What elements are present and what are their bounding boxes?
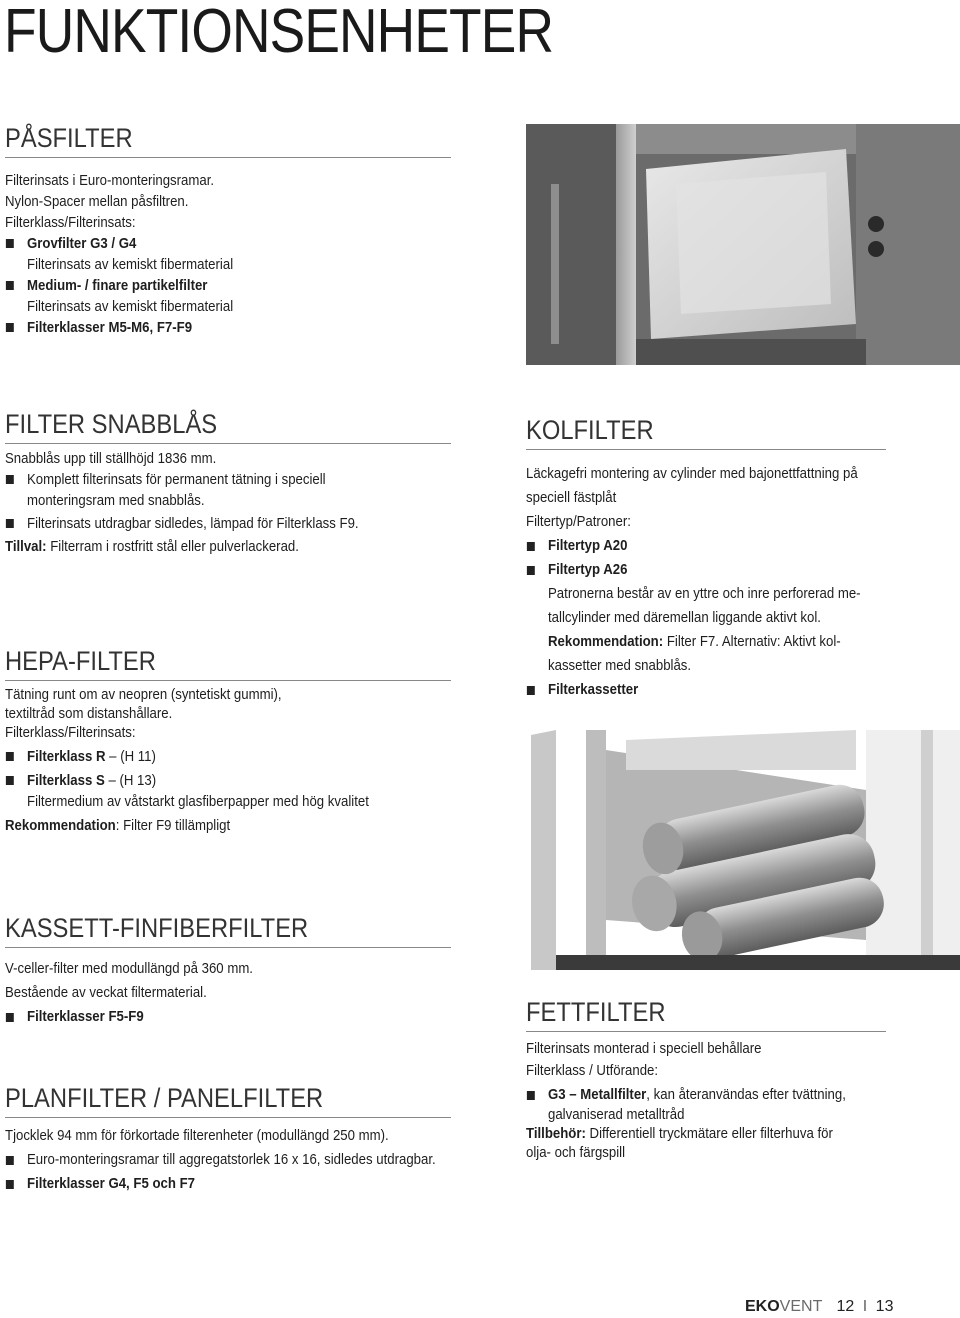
text-line: V-celler-filter med modullängd på 360 mm. bbox=[5, 960, 253, 977]
bullet-square-icon bbox=[6, 323, 14, 332]
text-line: Tätning runt om av neopren (syntetiskt gummi), bbox=[5, 686, 282, 703]
bullet-square-icon bbox=[6, 281, 14, 290]
bullet-item: Komplett filterinsats för permanent tätning i speciell bbox=[5, 469, 397, 490]
bullet-item: Filterklasser F5-F9 bbox=[5, 1005, 397, 1029]
text-line: Tjocklek 94 mm för förkortade filterenheter (modullängd 250 mm). bbox=[5, 1127, 389, 1144]
page-number-left: 12 bbox=[836, 1298, 855, 1315]
section-fettfilter bbox=[526, 996, 886, 1162]
text-line: galvaniserad metalltråd bbox=[548, 1106, 685, 1123]
text-line: Filterklass/Filterinsats: bbox=[5, 214, 136, 231]
bullet-square-icon bbox=[6, 1013, 14, 1022]
section-kassett-finfiberfilter bbox=[5, 912, 451, 1029]
section-hepa-filter bbox=[5, 645, 451, 836]
text-line: speciell fästplåt bbox=[526, 489, 617, 506]
section-title: KOLFILTER bbox=[526, 415, 654, 445]
bullet-square-icon bbox=[6, 776, 14, 785]
bullet-item: Filterklass R – (H 11) bbox=[5, 746, 397, 767]
section-divider bbox=[5, 1117, 451, 1118]
section-divider bbox=[5, 947, 451, 948]
page-title: FUNKTIONSENHETER bbox=[4, 0, 554, 66]
section-divider bbox=[5, 680, 451, 681]
text-line: Snabblås upp till ställhöjd 1836 mm. bbox=[5, 450, 217, 467]
recommendation-line: Rekommendation: Filter F7. Alternativ: Aktivt kol- bbox=[548, 633, 841, 650]
page-separator: I bbox=[862, 1298, 868, 1315]
page-number-right: 13 bbox=[875, 1298, 894, 1315]
footer-brand bbox=[745, 1298, 893, 1316]
text-line: textiltråd som distanshållare. bbox=[5, 705, 173, 722]
bullet-item: Euro-monteringsramar till aggregatstorlek 16 x 16, sidledes utdragbar. bbox=[5, 1148, 397, 1172]
text-line: Filterinsats av kemiskt fibermaterial bbox=[27, 298, 234, 315]
section-title: FETTFILTER bbox=[526, 997, 666, 1027]
text-line: Läckagefri montering av cylinder med bajonettfattning på bbox=[526, 465, 858, 482]
bullet-item: Grovfilter G3 / G4 bbox=[5, 233, 397, 254]
text-line: monteringsram med snabblås. bbox=[27, 492, 205, 509]
text-line: olja- och färgspill bbox=[526, 1144, 626, 1161]
text-line: Filterinsats av kemiskt fibermaterial bbox=[27, 256, 234, 273]
bullet-item: Filterklass S – (H 13) bbox=[5, 770, 397, 791]
bullet-item: Filterkassetter bbox=[526, 678, 843, 702]
section-title: KASSETT-FINFIBERFILTER bbox=[5, 913, 309, 943]
section-kolfilter bbox=[526, 414, 886, 702]
brand-logo-vent: VENT bbox=[779, 1298, 823, 1315]
section-title: FILTER SNABBLÅS bbox=[5, 409, 218, 439]
bullet-item: Medium- / finare partikelfilter bbox=[5, 275, 397, 296]
text-line: Filtermedium av våtstarkt glasfiberpapper med hög kvalitet bbox=[27, 793, 369, 810]
section-title: HEPA-FILTER bbox=[5, 646, 156, 676]
text-line: kassetter med snabblås. bbox=[548, 657, 692, 674]
tillbehor-line: Tillbehör: Differentiell tryckmätare eller filterhuva för bbox=[526, 1125, 833, 1142]
text-line: Nylon-Spacer mellan påsfiltren. bbox=[5, 193, 189, 210]
carbon-filter-illustration bbox=[526, 730, 960, 970]
section-title: PÅSFILTER bbox=[5, 123, 133, 153]
bullet-square-icon bbox=[6, 519, 14, 528]
section-pasfilter bbox=[5, 122, 451, 338]
bullet-item: Filtertyp A26 bbox=[526, 558, 843, 582]
text-line: Patronerna består av en yttre och inre perforerad me- bbox=[548, 585, 861, 602]
bullet-item: Filterklasser M5-M6, F7-F9 bbox=[5, 317, 397, 338]
text-line: Bestående av veckat filtermaterial. bbox=[5, 984, 207, 1001]
tillval-line: Tillval: Filterram i rostfritt stål eller pulverlackerad. bbox=[5, 538, 299, 555]
text-line: Filterklass/Filterinsats: bbox=[5, 724, 136, 741]
section-filter-snabblas bbox=[5, 408, 451, 557]
bullet-item: Filterklasser G4, F5 och F7 bbox=[5, 1172, 397, 1196]
section-divider bbox=[526, 1031, 886, 1032]
bullet-square-icon bbox=[527, 686, 535, 695]
bullet-item: G3 – Metallfilter, kan återanvändas efter tvättning, bbox=[526, 1084, 843, 1106]
section-planfilter bbox=[5, 1082, 451, 1196]
text-line: Filterinsats i Euro-monteringsramar. bbox=[5, 172, 215, 189]
brand-logo-eko: EKO bbox=[745, 1298, 780, 1315]
bag-filter-illustration bbox=[526, 124, 960, 365]
text-line: Filtertyp/Patroner: bbox=[526, 513, 631, 530]
bullet-square-icon bbox=[6, 1180, 14, 1189]
bullet-square-icon bbox=[6, 239, 14, 248]
text-line: Filterklass / Utförande: bbox=[526, 1062, 659, 1079]
section-title: PLANFILTER / PANELFILTER bbox=[5, 1083, 324, 1113]
bag-filter-photo bbox=[526, 124, 960, 365]
bullet-item: Filterinsats utdragbar sidledes, lämpad för Filterklass F9. bbox=[5, 513, 397, 534]
text-line: tallcylinder med däremellan liggande aktivt kol. bbox=[548, 609, 821, 626]
bullet-square-icon bbox=[527, 542, 535, 551]
text-line: Filterinsats monterad i speciell behållare bbox=[526, 1040, 762, 1057]
section-divider bbox=[5, 157, 451, 158]
bullet-square-icon bbox=[6, 475, 14, 484]
bullet-square-icon bbox=[6, 1156, 14, 1165]
bullet-square-icon bbox=[527, 566, 535, 575]
bullet-item: Filtertyp A20 bbox=[526, 534, 843, 558]
carbon-filter-photo bbox=[526, 730, 960, 970]
section-divider bbox=[526, 449, 886, 450]
bullet-square-icon bbox=[6, 752, 14, 761]
bullet-square-icon bbox=[527, 1091, 535, 1100]
recommendation-line: Rekommendation: Filter F9 tillämpligt bbox=[5, 817, 231, 834]
section-divider bbox=[5, 443, 451, 444]
